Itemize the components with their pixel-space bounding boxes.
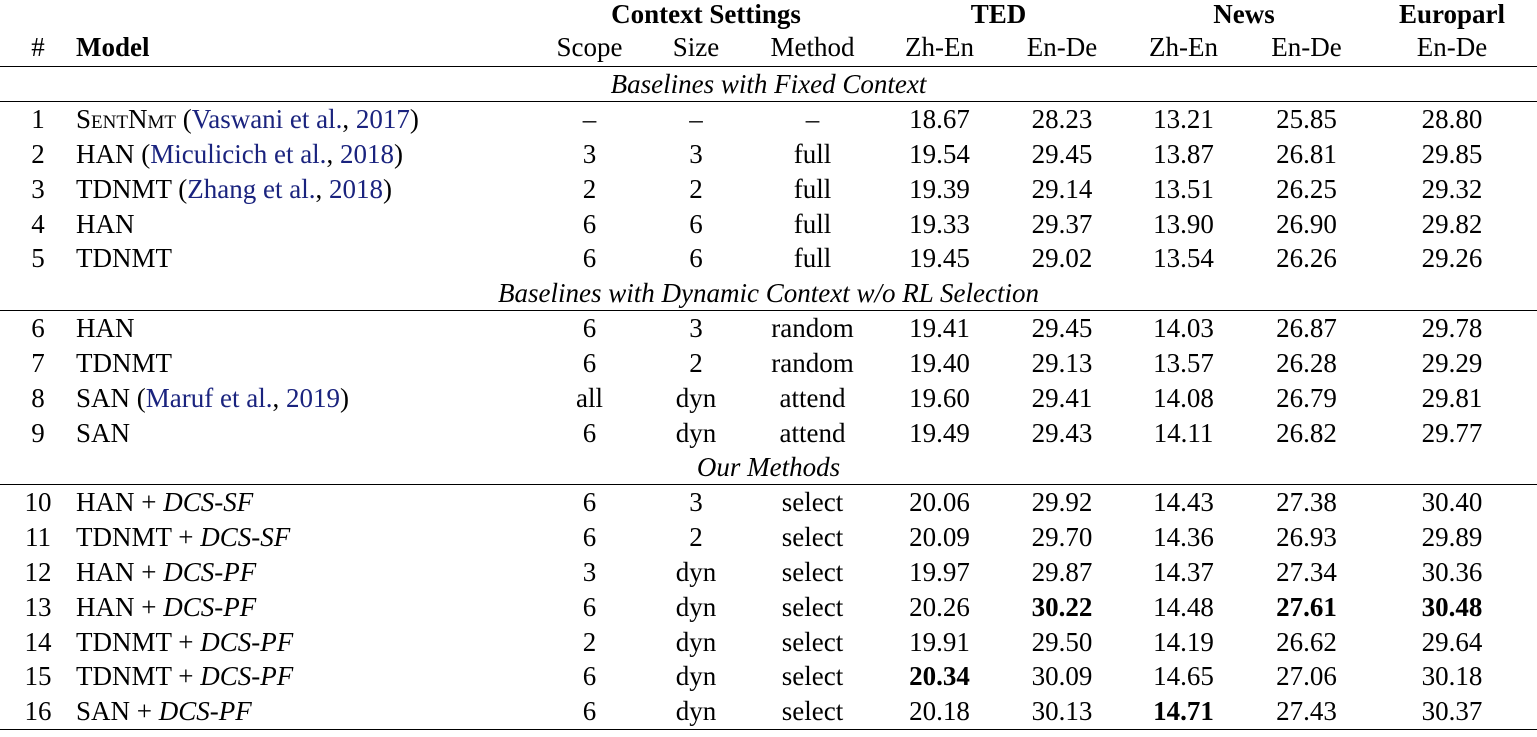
news-zh-en-cell: 14.08: [1153, 382, 1214, 413]
model-cell: [76, 590, 536, 625]
model-cell: [76, 555, 536, 590]
row-number: 9: [31, 417, 45, 448]
row-number: 11: [25, 522, 51, 553]
method-suffix: DCS-PF: [158, 696, 252, 727]
size-cell: –: [689, 104, 703, 135]
europarl-en-de-cell: 30.36: [1421, 556, 1483, 587]
group-context-settings: Context Settings: [611, 0, 801, 29]
news-en-de-cell: 27.38: [1276, 487, 1337, 518]
table-row: [0, 485, 1537, 520]
ted-zh-en-cell: 19.33: [909, 208, 970, 239]
group-ted: TED: [970, 0, 1027, 29]
table-row: [0, 555, 1537, 590]
citation-authors[interactable]: Vaswani et al.: [191, 104, 343, 135]
news-zh-en-cell: 14.19: [1153, 626, 1214, 657]
table-row: [0, 310, 1537, 345]
method-cell: select: [781, 487, 844, 518]
model-cell: [76, 137, 536, 172]
col-method: Method: [749, 28, 876, 67]
ted-en-de-cell: 28.23: [1031, 104, 1093, 135]
citation: (Zhang et al., 2018): [171, 173, 392, 204]
method-cell: select: [781, 626, 844, 657]
news-en-de-cell: 26.62: [1276, 626, 1337, 657]
col-num: #: [0, 28, 76, 67]
news-en-de-cell: 25.85: [1276, 104, 1337, 135]
europarl-en-de-cell: 30.37: [1367, 694, 1537, 729]
model-cell: [76, 172, 536, 207]
news-zh-en-cell: 14.03: [1153, 313, 1214, 344]
ted-en-de-cell: 29.02: [1031, 243, 1093, 274]
europarl-en-de-cell: 29.64: [1421, 626, 1483, 657]
news-zh-en-cell: 14.65: [1153, 661, 1214, 692]
table-header: [0, 0, 1537, 67]
model-cell: [76, 381, 536, 416]
row-number: 4: [31, 208, 45, 239]
model-name: SAN: [76, 417, 131, 448]
ted-en-de-cell: 30.09: [1031, 661, 1093, 692]
method-suffix: DCS-SF: [200, 522, 291, 553]
model-cell: [76, 206, 536, 241]
model-name: HAN +: [76, 591, 164, 622]
citation-year[interactable]: 2018: [328, 173, 383, 204]
size-cell: dyn: [643, 694, 749, 729]
header-group-row: [0, 0, 1537, 28]
news-zh-en-cell: 13.54: [1153, 243, 1214, 274]
table-body: [0, 67, 1537, 730]
europarl-en-de-cell: 29.29: [1421, 347, 1483, 378]
size-cell: dyn: [675, 661, 717, 692]
method-cell: select: [781, 556, 844, 587]
ted-en-de-cell: 29.37: [1031, 208, 1093, 239]
news-en-de-cell: 26.93: [1276, 522, 1337, 553]
scope-cell: 2: [582, 626, 597, 657]
scope-cell: 6: [536, 694, 643, 729]
row-number: 2: [31, 138, 45, 169]
ted-en-de-cell: 29.70: [1031, 522, 1093, 553]
scope-cell: 3: [582, 138, 597, 169]
col-ted-zh-en: Zh-En: [876, 28, 1003, 67]
method-cell: full: [793, 173, 832, 204]
ted-en-de-cell: 29.45: [1031, 138, 1093, 169]
model-name: HAN +: [76, 487, 164, 518]
ted-zh-en-cell: 20.26: [909, 591, 970, 622]
ted-zh-en-cell: 19.45: [909, 243, 970, 274]
scope-cell: 6: [582, 417, 597, 448]
scope-cell: 6: [582, 591, 597, 622]
ted-en-de-cell: 29.92: [1031, 487, 1093, 518]
news-zh-en-cell: 13.57: [1153, 347, 1214, 378]
method-cell: attend: [779, 382, 846, 413]
citation: (Maruf et al., 2019): [130, 382, 349, 413]
row-number: 6: [31, 313, 45, 344]
col-europarl-en-de: En-De: [1367, 28, 1537, 67]
row-number: 13: [24, 591, 52, 622]
section-header-row: [0, 276, 1537, 311]
table-row: [0, 206, 1537, 241]
size-cell: dyn: [675, 382, 717, 413]
table-row: [0, 241, 1537, 276]
row-number: 10: [24, 487, 52, 518]
model-name: TDNMT +: [76, 661, 201, 692]
table-row: [0, 172, 1537, 207]
section-header-row: [0, 67, 1537, 102]
size-cell: dyn: [675, 417, 717, 448]
table-row: [0, 102, 1537, 137]
europarl-en-de-cell: 29.81: [1421, 382, 1483, 413]
size-cell: dyn: [675, 626, 717, 657]
col-scope: Scope: [536, 28, 643, 67]
row-number: 7: [31, 347, 45, 378]
model-name: SentNmt: [76, 104, 176, 135]
ted-zh-en-cell: 20.18: [876, 694, 1003, 729]
ted-en-de-cell: 29.87: [1031, 556, 1093, 587]
scope-cell: 6: [582, 208, 597, 239]
model-name: HAN: [76, 208, 135, 239]
method-cell: full: [793, 138, 832, 169]
header-column-row: [0, 28, 1537, 67]
method-suffix: DCS-PF: [200, 661, 294, 692]
method-suffix: DCS-PF: [200, 626, 294, 657]
europarl-en-de-cell: 30.40: [1421, 487, 1483, 518]
citation-year[interactable]: 2018: [339, 138, 394, 169]
model-cell: [76, 624, 536, 659]
method-cell: random: [771, 313, 854, 344]
news-en-de-cell: 26.90: [1276, 208, 1337, 239]
group-europarl: Europarl: [1398, 0, 1506, 29]
table-row: [0, 590, 1537, 625]
model-name: TDNMT +: [76, 522, 201, 553]
model-name: TDNMT: [76, 347, 172, 378]
method-cell: select: [749, 694, 876, 729]
news-en-de-cell: 27.43: [1246, 694, 1367, 729]
col-news-en-de: En-De: [1246, 28, 1367, 67]
ted-en-de-cell: 29.45: [1031, 313, 1093, 344]
europarl-en-de-cell: 29.26: [1421, 243, 1483, 274]
news-zh-en-cell: 14.37: [1153, 556, 1214, 587]
method-suffix: DCS-PF: [163, 556, 257, 587]
scope-cell: 6: [582, 522, 597, 553]
news-en-de-cell: 26.81: [1276, 138, 1337, 169]
citation: (Vaswani et al., 2017): [175, 104, 419, 135]
scope-cell: –: [582, 104, 597, 135]
europarl-en-de-cell: 28.80: [1421, 104, 1483, 135]
table-row: [0, 415, 1537, 450]
table-row: [0, 381, 1537, 416]
row-number: 15: [24, 661, 52, 692]
scope-cell: 6: [582, 243, 597, 274]
size-cell: 2: [689, 522, 703, 553]
europarl-en-de-cell: 29.78: [1421, 313, 1483, 344]
size-cell: 2: [689, 347, 703, 378]
size-cell: dyn: [675, 556, 717, 587]
row-number: 1: [31, 104, 45, 135]
model-name: TDNMT: [76, 173, 172, 204]
scope-cell: all: [576, 382, 603, 413]
news-zh-en-cell: 14.48: [1153, 591, 1214, 622]
method-cell: –: [805, 104, 820, 135]
model-cell: [76, 346, 536, 381]
model-name: HAN: [76, 313, 135, 344]
row-number: 16: [0, 694, 76, 729]
method-suffix: DCS-SF: [163, 487, 254, 518]
news-en-de-cell: 27.06: [1276, 661, 1337, 692]
citation-authors[interactable]: Miculicich et al.: [150, 138, 327, 169]
model-name: TDNMT: [76, 243, 172, 274]
europarl-en-de-cell: 30.48: [1421, 591, 1483, 622]
method-cell: attend: [779, 417, 846, 448]
method-cell: random: [771, 347, 854, 378]
size-cell: 6: [689, 243, 703, 274]
model-name: HAN +: [76, 556, 164, 587]
ted-zh-en-cell: 19.39: [909, 173, 970, 204]
news-en-de-cell: 26.87: [1276, 313, 1337, 344]
col-size: Size: [643, 28, 749, 67]
model-cell: [76, 415, 536, 450]
citation: (Miculicich et al., 2018): [134, 138, 403, 169]
news-en-de-cell: 26.26: [1276, 243, 1337, 274]
col-ted-en-de: En-De: [1003, 28, 1121, 67]
table-row: [0, 346, 1537, 381]
size-cell: 3: [689, 487, 703, 518]
news-zh-en-cell: 14.71: [1121, 694, 1246, 729]
news-en-de-cell: 26.25: [1276, 173, 1337, 204]
section-title: Baselines with Dynamic Context w/o RL Selection: [0, 276, 1537, 311]
news-en-de-cell: 26.79: [1276, 382, 1337, 413]
model-cell: [76, 310, 536, 345]
scope-cell: 6: [582, 347, 597, 378]
method-cell: full: [793, 243, 832, 274]
col-news-zh-en: Zh-En: [1121, 28, 1246, 67]
scope-cell: 6: [582, 313, 597, 344]
europarl-en-de-cell: 29.85: [1421, 138, 1483, 169]
ted-zh-en-cell: 19.91: [909, 626, 970, 657]
ted-zh-en-cell: 19.49: [909, 417, 970, 448]
group-news: News: [1213, 0, 1275, 29]
row-number: 3: [31, 173, 45, 204]
news-zh-en-cell: 13.51: [1153, 173, 1214, 204]
model-cell: [76, 694, 536, 729]
news-en-de-cell: 26.28: [1276, 347, 1337, 378]
news-zh-en-cell: 14.11: [1153, 417, 1214, 448]
row-number: 8: [31, 382, 45, 413]
citation-authors[interactable]: Maruf et al.: [145, 382, 273, 413]
news-zh-en-cell: 13.90: [1153, 208, 1214, 239]
scope-cell: 2: [582, 173, 597, 204]
size-cell: 3: [689, 138, 703, 169]
ted-zh-en-cell: 20.06: [909, 487, 970, 518]
ted-en-de-cell: 29.50: [1031, 626, 1093, 657]
row-number: 12: [24, 556, 52, 587]
ted-zh-en-cell: 20.09: [909, 522, 970, 553]
method-suffix: DCS-PF: [163, 591, 257, 622]
size-cell: 2: [689, 173, 703, 204]
row-number: 5: [31, 243, 45, 274]
table-row: [0, 137, 1537, 172]
table-row: [0, 694, 1537, 729]
ted-en-de-cell: 29.43: [1031, 417, 1093, 448]
section-title: Baselines with Fixed Context: [0, 67, 1537, 102]
row-number: 14: [24, 626, 52, 657]
ted-zh-en-cell: 19.60: [909, 382, 970, 413]
news-en-de-cell: 27.61: [1276, 591, 1337, 622]
size-cell: dyn: [675, 591, 717, 622]
model-cell: [76, 485, 536, 520]
citation-year[interactable]: 2017: [355, 104, 410, 135]
table-row: [0, 624, 1537, 659]
section-title: Our Methods: [0, 450, 1537, 485]
model-name: TDNMT +: [76, 626, 201, 657]
citation-authors[interactable]: Zhang et al.: [187, 173, 316, 204]
model-name: HAN: [76, 138, 135, 169]
news-en-de-cell: 27.34: [1276, 556, 1337, 587]
table-row: [0, 659, 1537, 694]
news-zh-en-cell: 13.87: [1153, 138, 1214, 169]
ted-en-de-cell: 29.13: [1031, 347, 1093, 378]
news-zh-en-cell: 13.21: [1153, 104, 1214, 135]
table-row: [0, 520, 1537, 555]
model-cell: [76, 659, 536, 694]
model-cell: [76, 102, 536, 137]
ted-zh-en-cell: 19.40: [909, 347, 970, 378]
size-cell: 3: [689, 313, 703, 344]
news-en-de-cell: 26.82: [1276, 417, 1337, 448]
citation-year[interactable]: 2019: [285, 382, 340, 413]
model-name: SAN: [76, 382, 131, 413]
method-cell: select: [781, 522, 844, 553]
model-name: SAN +: [76, 696, 159, 727]
europarl-en-de-cell: 29.89: [1421, 522, 1483, 553]
ted-en-de-cell: 29.14: [1031, 173, 1093, 204]
col-model: Model: [76, 28, 536, 67]
ted-zh-en-cell: 18.67: [909, 104, 970, 135]
europarl-en-de-cell: 29.82: [1421, 208, 1483, 239]
ted-zh-en-cell: 19.97: [909, 556, 970, 587]
ted-zh-en-cell: 19.41: [909, 313, 970, 344]
news-zh-en-cell: 14.36: [1153, 522, 1214, 553]
method-cell: select: [781, 661, 844, 692]
europarl-en-de-cell: 29.77: [1421, 417, 1483, 448]
europarl-en-de-cell: 30.18: [1421, 661, 1483, 692]
ted-zh-en-cell: 20.34: [909, 661, 970, 692]
model-cell: [76, 241, 536, 276]
ted-en-de-cell: 30.13: [1003, 694, 1121, 729]
model-cell: [76, 520, 536, 555]
scope-cell: 6: [582, 661, 597, 692]
ted-zh-en-cell: 19.54: [909, 138, 970, 169]
size-cell: 6: [689, 208, 703, 239]
scope-cell: 6: [582, 487, 597, 518]
ted-en-de-cell: 29.41: [1031, 382, 1093, 413]
europarl-en-de-cell: 29.32: [1421, 173, 1483, 204]
scope-cell: 3: [582, 556, 597, 587]
method-cell: full: [793, 208, 832, 239]
news-zh-en-cell: 14.43: [1153, 487, 1214, 518]
ted-en-de-cell: 30.22: [1031, 591, 1093, 622]
section-header-row: [0, 450, 1537, 485]
method-cell: select: [781, 591, 844, 622]
